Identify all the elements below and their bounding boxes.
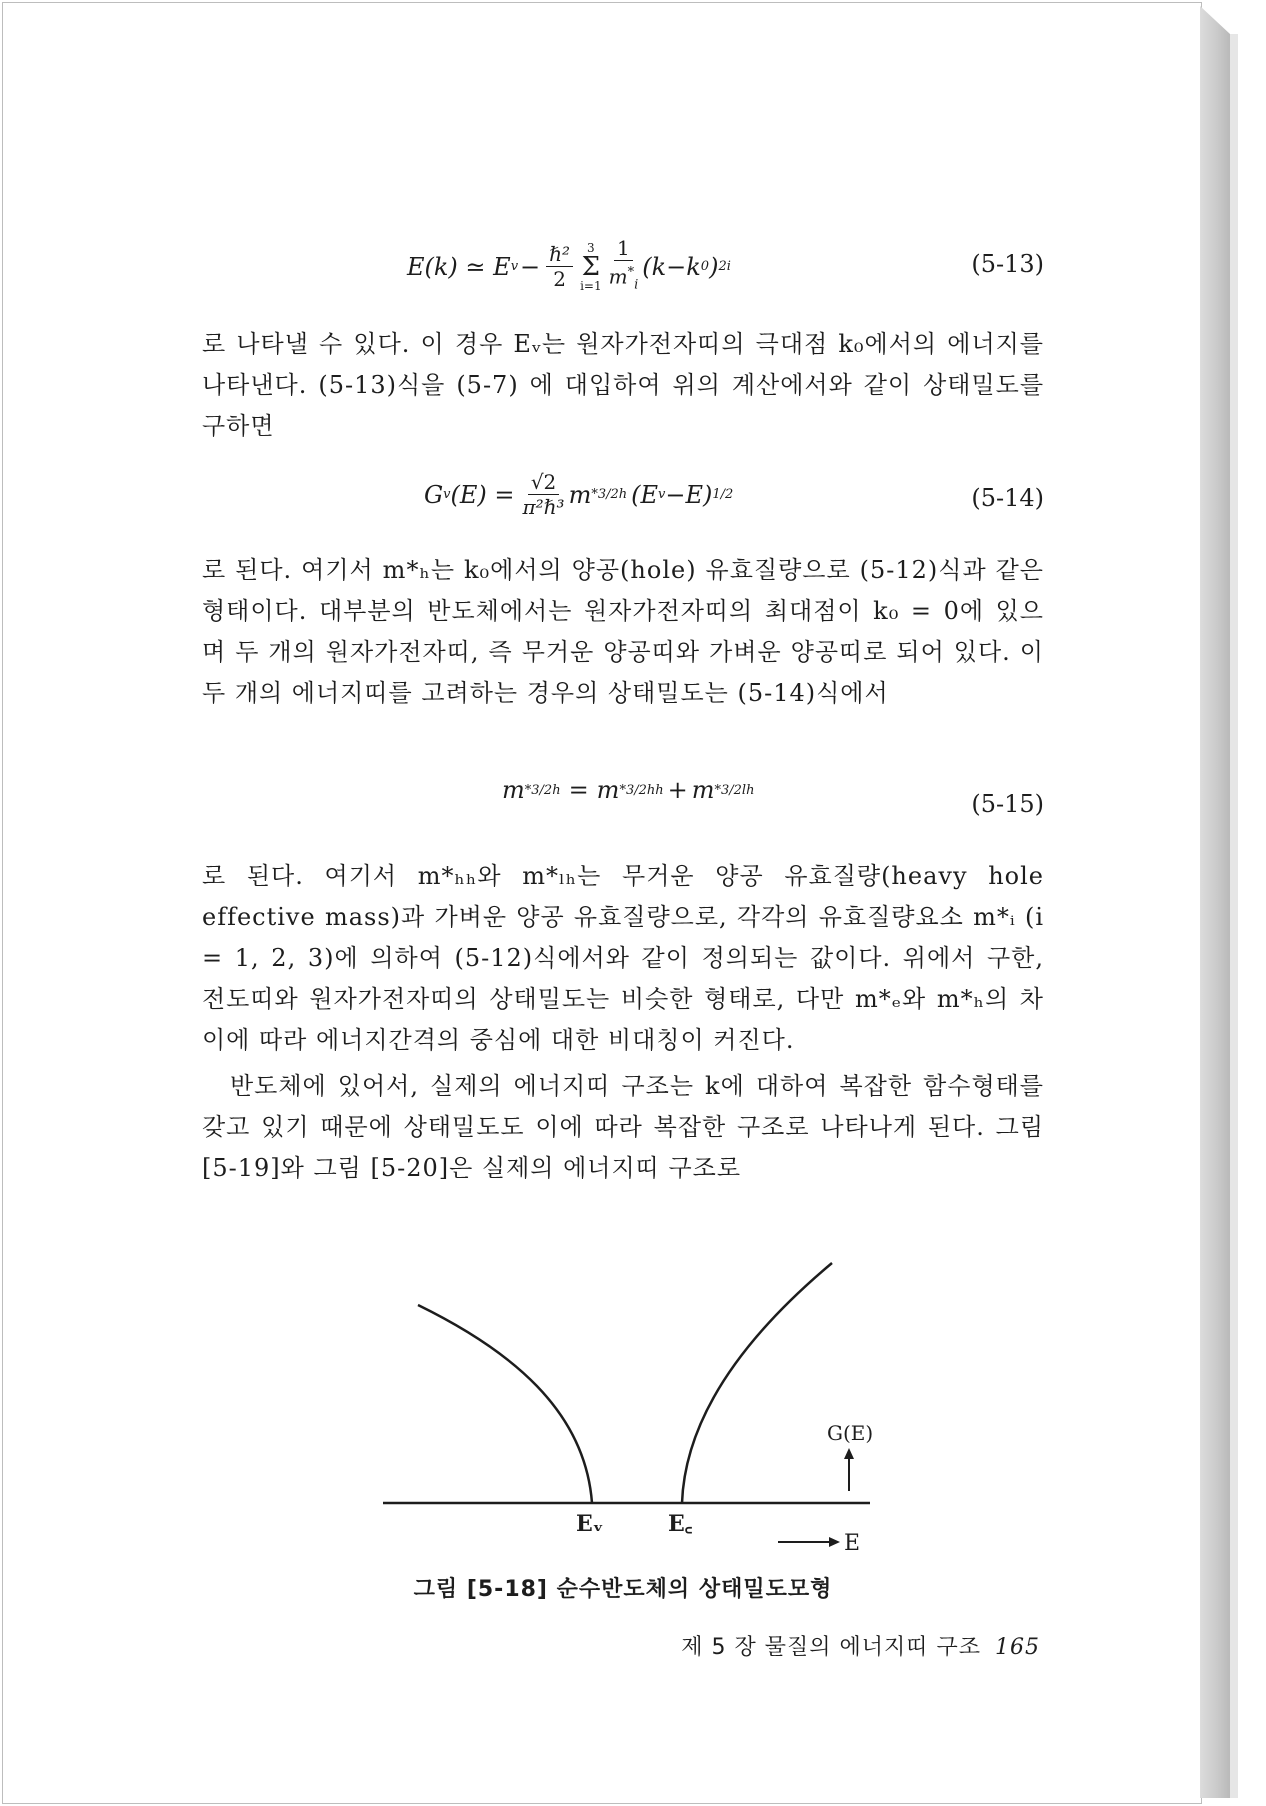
paragraph-1 (202, 324, 1044, 447)
eq13-tail-sub: i (726, 259, 731, 275)
eq13-hbar-frac (546, 242, 573, 291)
eq15-t1: m (596, 776, 620, 804)
eq13-sum (580, 242, 602, 292)
equation-5-14 (202, 470, 1044, 530)
paragraph-3-text: 로 된다. 여기서 m*ₕₕ와 m*ₗₕ는 무거운 양공 유효질량(heavy hole effective mass)과 가벼운 양공 유효질량으로, 각각의 유효질량요소 m*ᵢ (i = 1, 2, 3)에 의하여 (5-12)식에서와 같이 정의되는 값이다. 위에서 구한, 전도띠와 원자가전자띠의 상태밀도는 비슷한 형태로, 다만 m*ₑ와 m*ₕ의 차이에 따라 에너지간격의 중심에 대한 비대칭이 커진다. (202, 862, 1044, 1054)
eq14-paren-sup: 1/2 (712, 487, 734, 502)
eq13-mass: m (608, 264, 628, 289)
valence-band-curve (418, 1305, 592, 1503)
eq14-paren: (E (631, 480, 659, 509)
eq13-tail-sup: 2 (718, 259, 727, 275)
label-ev: Eᵥ (576, 1511, 604, 1537)
eq14-paren-rest: −E) (665, 480, 713, 509)
equation-number-5-14: (5-14) (971, 484, 1044, 512)
eq13-tail-sub0: 0 (700, 259, 710, 275)
equation-5-13 (202, 236, 1044, 296)
eq13-hbar-den: 2 (553, 267, 566, 292)
label-ec: E꜀ (668, 1511, 693, 1537)
label-ge: G(E) (827, 1421, 874, 1445)
figure-caption: 그림 [5-18] 순수반도체의 상태밀도모형 (413, 1577, 833, 1602)
eq13-hbar-num: ℏ² (546, 242, 573, 267)
eq15-plus: + (667, 776, 688, 804)
eq13-lhs: E(k) ≃ E (407, 252, 511, 281)
eq13-mass-sup: * (627, 265, 635, 280)
eq13-tail: (k−k (642, 252, 701, 281)
eq15-t1-sub: hh (646, 782, 664, 798)
eq15-t2-sub: lh (741, 782, 755, 798)
page-shadow (1230, 34, 1238, 1798)
eq14-den: π²ℏ³ (522, 495, 565, 519)
eq14-paren-sub: v (658, 487, 666, 502)
eq14-mass-sub: h (618, 487, 628, 502)
equation-5-15 (202, 776, 1044, 836)
eq15-t2: m (691, 776, 715, 804)
page-edge (1200, 6, 1230, 1798)
eq13-lhs-sub: v (510, 259, 519, 275)
eq13-mass-den (609, 261, 639, 298)
conduction-band-curve (682, 1263, 832, 1503)
eq14-lhs-rest: (E) = (450, 480, 515, 509)
eq14-lhs-sub: v (443, 487, 451, 502)
eq13-mass-frac (609, 236, 639, 298)
paragraph-4-text: 반도체에 있어서, 실제의 에너지띠 구조는 k에 대하여 복잡한 함수형태를 갖고 있기 때문에 상태밀도도 이에 따라 복잡한 구조로 나타나게 된다. 그림 [5-19]와 그림 [5-20]은 실제의 에너지띠 구조로 (202, 1072, 1044, 1182)
eq13-mass-sub: i (634, 277, 639, 293)
paragraph-2 (202, 550, 1044, 714)
eq13-sum-top: 3 (587, 240, 595, 255)
page-number: 165 (995, 1635, 1040, 1660)
ge-arrow-head (844, 1448, 854, 1459)
eq13-minus: − (520, 252, 541, 281)
equation-5-13-body (407, 236, 731, 298)
eq14-num: √2 (528, 470, 559, 495)
eq15-lhs: m (502, 776, 525, 804)
equation-5-14-body (424, 470, 733, 519)
paragraph-1-text: 로 나타낼 수 있다. 이 경우 Eᵥ는 원자가전자띠의 극대점 k₀에서의 에너지를 나타낸다. (5-13)식을 (5-7) 에 대입하여 위의 계산에서와 같이 상태밀도를 구하면 (202, 330, 1044, 440)
eq13-sum-bottom: i=1 (580, 278, 602, 293)
eq15-lhs-sub: h (552, 782, 561, 798)
eq15-lhs-sup: *3/2 (524, 782, 553, 798)
paragraph-2-text: 로 된다. 여기서 m*ₕ는 k₀에서의 양공(hole) 유효질량으로 (5-12)식과 같은 형태이다. 대부분의 반도체에서는 원자가전자띠의 최대점이 k₀ = 0에 있으며 두 개의 원자가전자띠, 즉 무거운 양공띠와 가벼운 양공띠로 되어 있다. 이 두 개의 에너지띠를 고려하는 경우의 상태밀도는 (5-14)식에서 (202, 556, 1044, 707)
eq15-t2-sup: *3/2 (714, 782, 742, 798)
eq14-lhs: G (424, 480, 444, 509)
paragraph-3 (202, 856, 1044, 1061)
eq13-sum-sign: Σ (581, 251, 601, 282)
eq15-t1-sup: *3/2 (619, 782, 647, 798)
eq13-tail-close: ) (709, 252, 719, 281)
footer-chapter: 제 5 장 물질의 에너지띠 구조 (681, 1635, 981, 1660)
density-of-states-figure (380, 1255, 880, 1555)
equation-number-5-13: (5-13) (971, 250, 1044, 278)
eq14-mass-sup: *3/2 (591, 487, 619, 502)
eq13-one: 1 (614, 236, 633, 261)
eq15-eq: = (568, 776, 589, 804)
eq14-mass: m (568, 480, 592, 509)
equation-number-5-15: (5-15) (971, 790, 1044, 818)
paragraph-4 (202, 1066, 1044, 1189)
equation-5-15-body (502, 776, 754, 804)
eq14-frac (523, 470, 565, 519)
label-e: E (844, 1531, 861, 1555)
running-footer (620, 1630, 1040, 1661)
e-arrow-head (829, 1537, 840, 1547)
